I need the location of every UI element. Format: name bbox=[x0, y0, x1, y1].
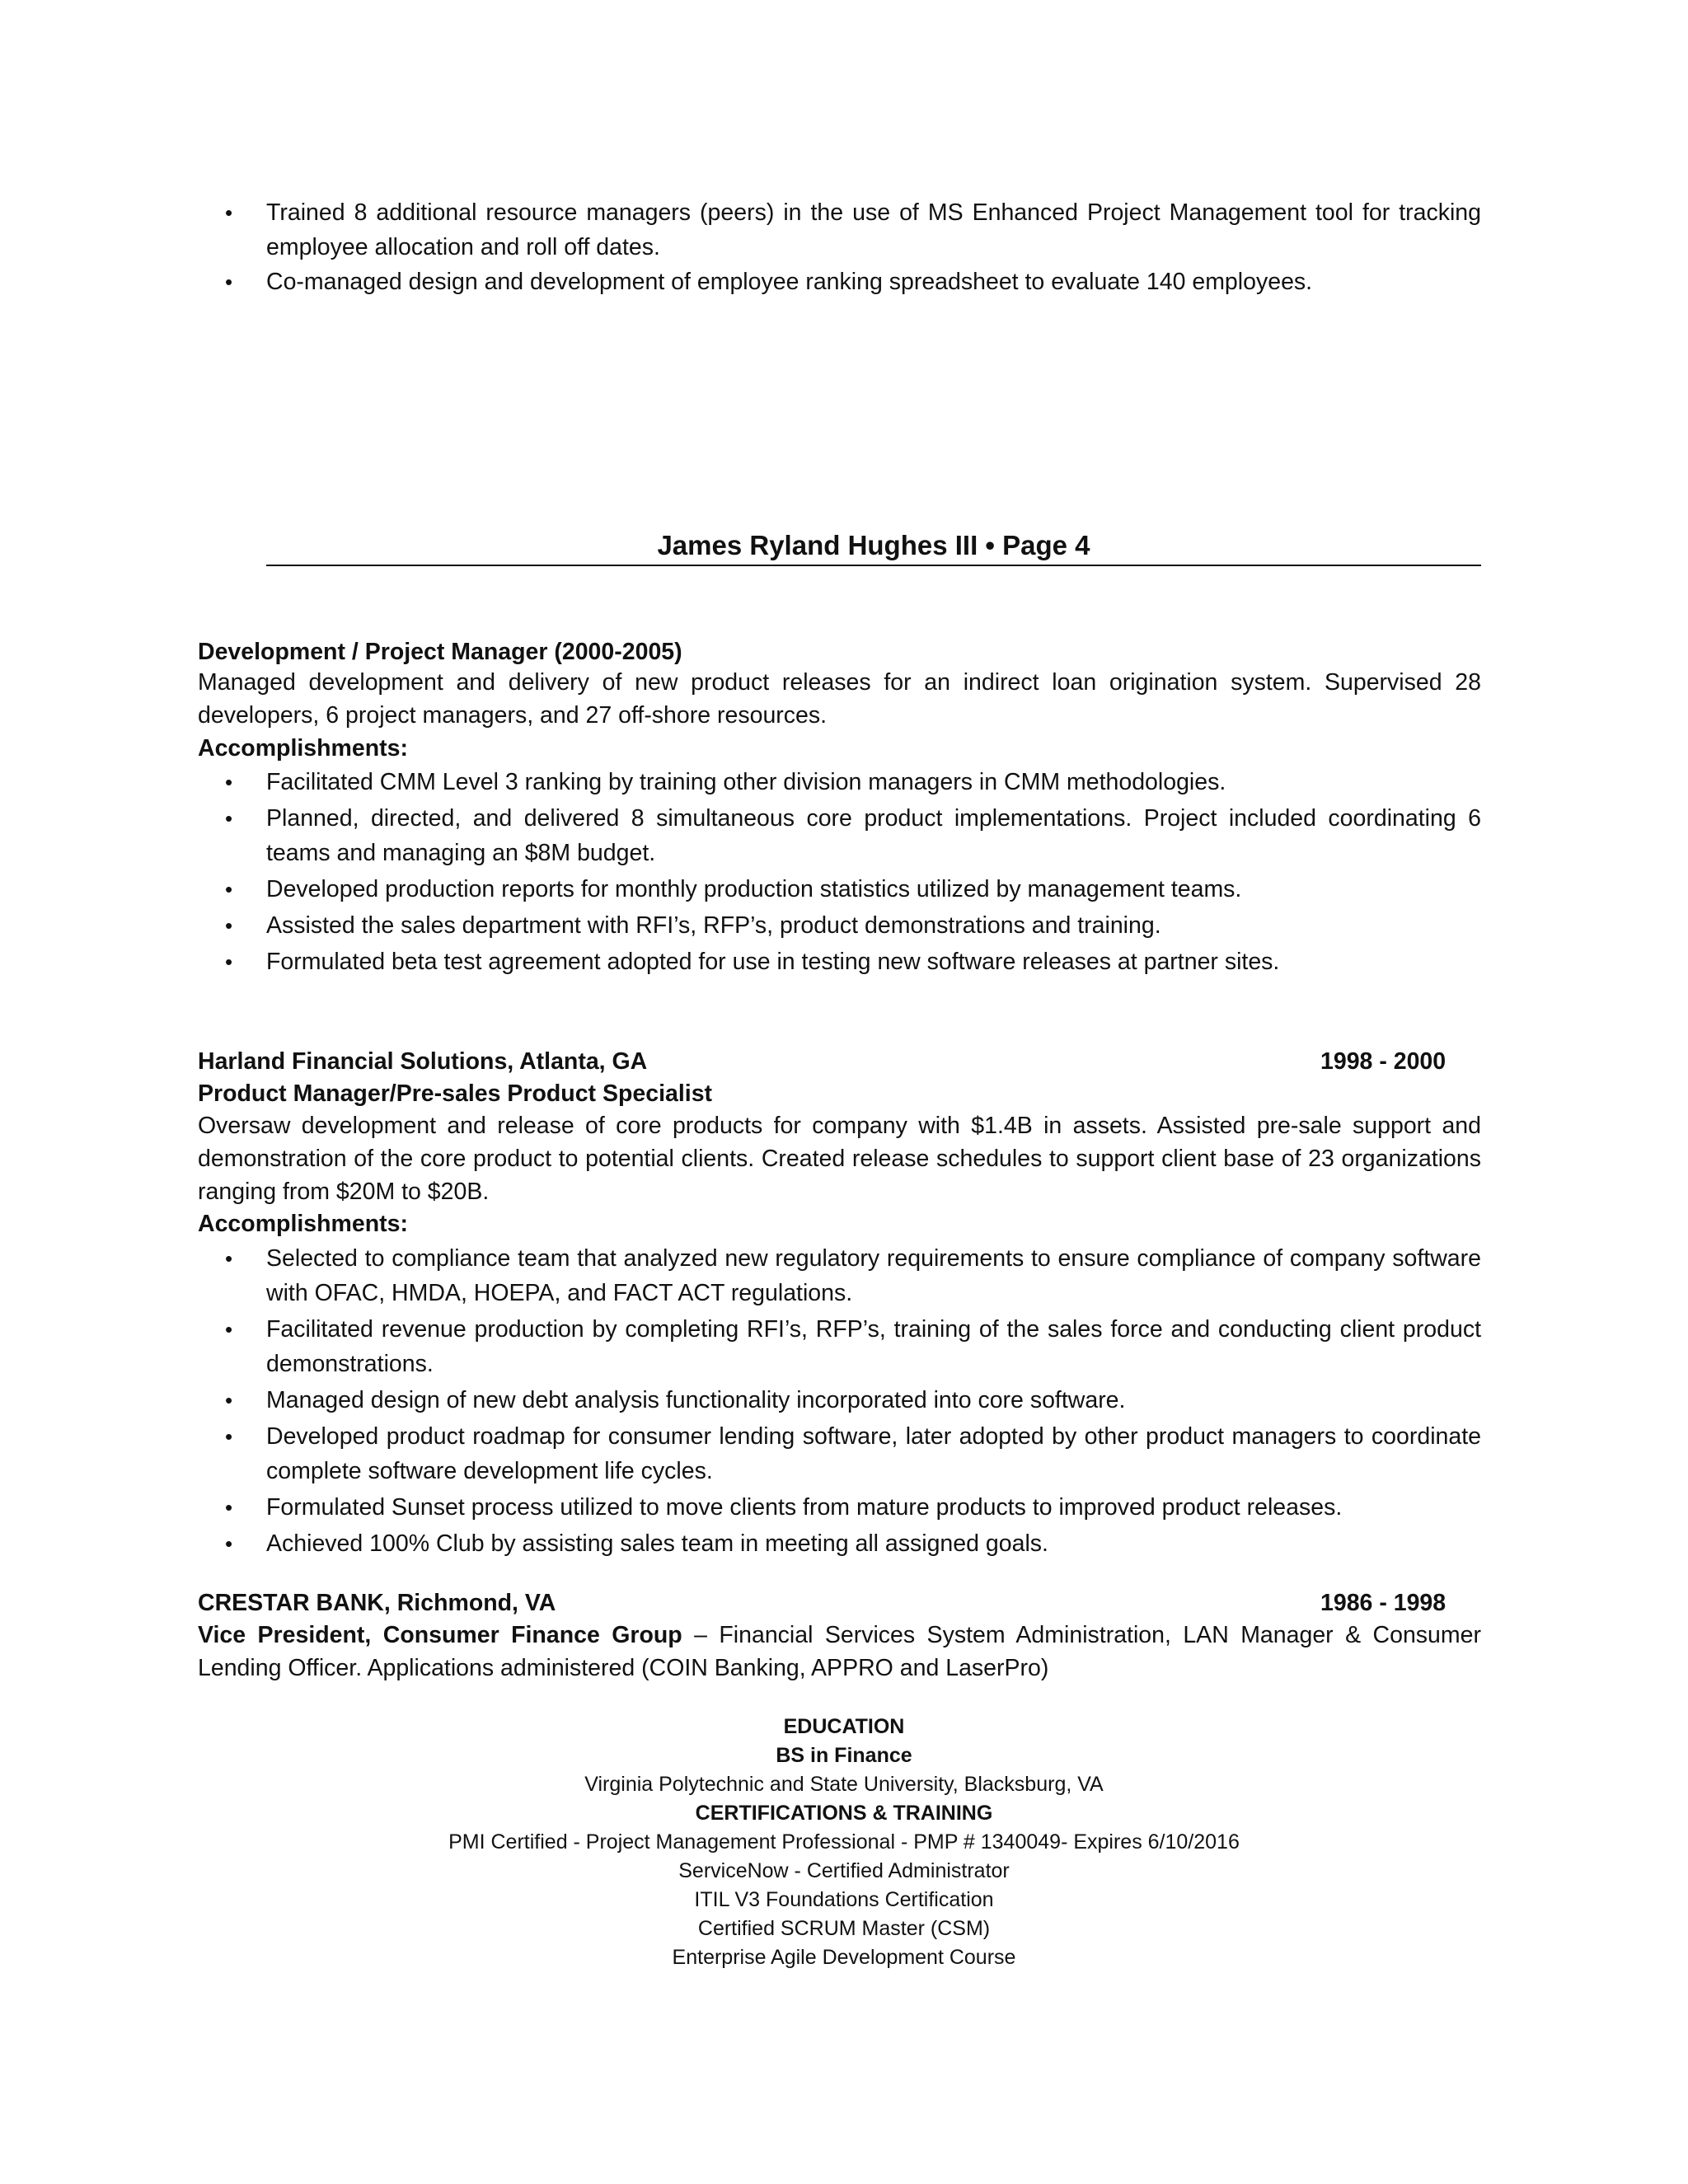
page-header-title: James Ryland Hughes III • Page 4 bbox=[657, 530, 1090, 560]
bullet-text: Formulated Sunset process utilized to move clients from mature products to improved product releases. bbox=[266, 1494, 1343, 1521]
education-heading: EDUCATION bbox=[783, 1715, 905, 1738]
list-item bbox=[198, 1526, 1481, 1561]
certification-item: PMI Certified - Project Management Professional - PMP # 1340049- Expires 6/10/2016 bbox=[448, 1830, 1240, 1854]
job-description: Oversaw development and release of core products for company with $1.4B in assets. Assisted pre-sale support and demonstration of the core product to potential clients. Created release schedules to support client base of 23 organizations ranging from $20M to $20B. bbox=[198, 1113, 1481, 1205]
list-item bbox=[198, 1419, 1481, 1488]
job-summary bbox=[198, 1619, 1481, 1685]
bullet-text: Selected to compliance team that analyzed new regulatory requirements to ensure compliance of company software with OFAC, HMDA, HOEPA, and FACT ACT regulations. bbox=[266, 1245, 1481, 1306]
bullet-icon: • bbox=[225, 200, 233, 225]
bullet-icon: • bbox=[225, 1317, 233, 1342]
bullet-icon: • bbox=[225, 770, 233, 794]
bullet-text: Managed design of new debt analysis functionality incorporated into core software. bbox=[266, 1387, 1126, 1413]
bullet-text: Planned, directed, and delivered 8 simultaneous core product implementations. Project included coordinating 6 teams and managing an $8M budget. bbox=[266, 805, 1481, 866]
bullet-text: Formulated beta test agreement adopted for use in testing new software releases at partner sites. bbox=[266, 949, 1280, 975]
list-item bbox=[198, 908, 1481, 943]
certification-item: Certified SCRUM Master (CSM) bbox=[697, 1917, 991, 1940]
list-item bbox=[198, 1312, 1481, 1381]
bullet-icon: • bbox=[225, 1424, 233, 1449]
job-title: Vice President, Consumer Finance Group bbox=[198, 1622, 682, 1648]
list-item bbox=[198, 944, 1481, 979]
carryover-bullet-list bbox=[198, 195, 1481, 299]
education-section bbox=[0, 1713, 1688, 1972]
certification-item: Enterprise Agile Development Course bbox=[672, 1946, 1016, 1969]
accomplishments-label: Accomplishments: bbox=[198, 735, 408, 762]
bullet-icon: • bbox=[225, 806, 233, 831]
bullet-icon: • bbox=[225, 269, 233, 294]
accomplishments-label: Accomplishments: bbox=[198, 1211, 408, 1237]
job-description: Managed development and delivery of new product releases for an indirect loan origination system. Supervised 28 developers, 6 project managers, and 27 off-shore resources. bbox=[198, 669, 1481, 729]
list-item bbox=[198, 1490, 1481, 1525]
bullet-text: Facilitated revenue production by completing RFI’s, RFP’s, training of the sales force and conducting client product demonstrations. bbox=[266, 1316, 1481, 1377]
company-name: Harland Financial Solutions, Atlanta, GA bbox=[198, 1048, 648, 1075]
bullet-text: Facilitated CMM Level 3 ranking by training other division managers in CMM methodologies. bbox=[266, 769, 1226, 795]
certifications-heading: CERTIFICATIONS & TRAINING bbox=[695, 1802, 993, 1825]
list-item bbox=[198, 195, 1481, 265]
degree: BS in Finance bbox=[776, 1744, 912, 1767]
bullet-icon: • bbox=[225, 1388, 233, 1413]
bullet-icon: • bbox=[225, 1246, 233, 1271]
bullet-text: Developed product roadmap for consumer lending software, later adopted by other product managers to coordinate complete software development life cycles. bbox=[266, 1423, 1481, 1484]
certification-item: ITIL V3 Foundations Certification bbox=[694, 1888, 994, 1911]
bullet-text: Trained 8 additional resource managers (peers) in the use of MS Enhanced Project Management tool for tracking employee allocation and roll off dates. bbox=[266, 199, 1481, 260]
accomplishments-list bbox=[198, 765, 1481, 981]
bullet-icon: • bbox=[225, 1495, 233, 1520]
job-title: Product Manager/Pre-sales Product Specialist bbox=[198, 1080, 713, 1107]
bullet-icon: • bbox=[225, 949, 233, 974]
certification-item: ServiceNow - Certified Administrator bbox=[678, 1859, 1010, 1882]
bullet-text: Assisted the sales department with RFI’s, RFP’s, product demonstrations and training. bbox=[266, 912, 1161, 939]
list-item bbox=[198, 1383, 1481, 1418]
list-item bbox=[198, 801, 1481, 870]
school: Virginia Polytechnic and State University, Blacksburg, VA bbox=[584, 1773, 1104, 1796]
bullet-text: Developed production reports for monthly production statistics utilized by management teams. bbox=[266, 876, 1242, 902]
bullet-text: Co-managed design and development of employee ranking spreadsheet to evaluate 140 employees. bbox=[266, 269, 1313, 295]
employment-dates: 1998 - 2000 bbox=[1320, 1048, 1447, 1075]
bullet-icon: • bbox=[225, 877, 233, 902]
bullet-icon: • bbox=[225, 913, 233, 938]
bullet-icon: • bbox=[225, 1531, 233, 1556]
header-divider bbox=[266, 565, 1481, 566]
list-item bbox=[198, 872, 1481, 907]
employment-dates: 1986 - 1998 bbox=[1320, 1590, 1447, 1616]
company-name: CRESTAR BANK, Richmond, VA bbox=[198, 1590, 556, 1616]
list-item bbox=[198, 765, 1481, 799]
job-description: – Financial Services System Administration, LAN Manager & Consumer Lending Officer. Applications administered (COIN Banking, APPRO and LaserPro) bbox=[198, 1622, 1481, 1681]
list-item bbox=[198, 265, 1481, 299]
accomplishments-list bbox=[198, 1241, 1481, 1563]
list-item bbox=[198, 1241, 1481, 1310]
bullet-text: Achieved 100% Club by assisting sales team in meeting all assigned goals. bbox=[266, 1530, 1048, 1557]
job-title: Development / Project Manager (2000-2005) bbox=[198, 639, 682, 665]
